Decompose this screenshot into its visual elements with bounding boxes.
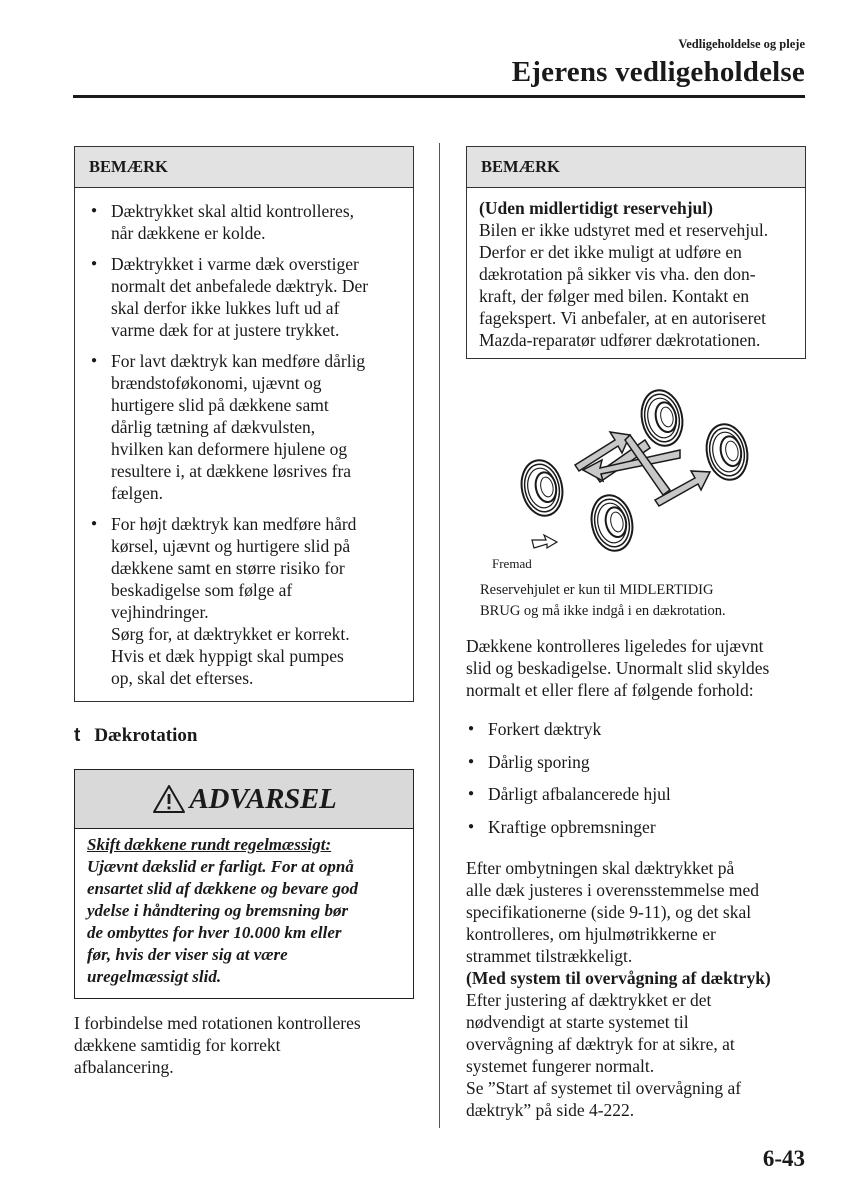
tire-rotation-diagram [480, 380, 800, 580]
rotation-paragraph: I forbindelse med rotationen kontrolleres dækkene samtidig for korrekt afbalancering. [74, 1013, 361, 1077]
page-number: 6-43 [762, 1146, 805, 1171]
note-item: ● Dæktrykket skal altid kontrolleres, når dækkene er kolde. [89, 200, 403, 244]
paragraph-text: Efter justering af dæktrykket er det nødvendigt at starte systemet til overvågning af dæktryk for at sikre, at systemet fungerer normalt. Se ”Start af systemet til overvågning af dæktryk” på side 4-222. [466, 990, 742, 1120]
after-rotation-paragraph [466, 857, 811, 1121]
note-item: ● For lavt dæktryk kan medføre dårlig brændstoføkonomi, ujævnt og hurtigere slid på dækkene samt dårlig tætning af dækvulsten, hvilken kan deformere hjulene og resultere i, at dækkene løsrives fra fælgen. [89, 350, 403, 504]
tpms-subheading: (Med system til overvågning af dæktryk) [466, 968, 771, 988]
warning-box [74, 769, 414, 999]
warning-text: Ujævnt dækslid er farligt. For at opnå ensartet slid af dækkene og bevare god ydelse i håndtering og bremsning bør de ombyttes for hver 10.000 km eller før, hvis der viser sig at være uregelmæssigt slid. [87, 857, 359, 986]
running-header-section: Vedligeholdelse og pleje [678, 37, 805, 51]
list-item: ● Dårligt afbalancerede hjul [466, 783, 806, 805]
tire-icon [587, 491, 638, 554]
list-item: ● Forkert dæktryk [466, 718, 806, 740]
note-heading: BEMÆRK [75, 147, 413, 188]
note-body [75, 188, 413, 689]
note-subheading: (Uden midlertidigt reservehjul) [479, 198, 713, 218]
note-text: Bilen er ikke udstyret med et reservehjul. Derfor er det ikke muligt at udføre en dækrotation på sikker vis vha. den don- kraft, der følger med bilen. Kontakt en fagekspert. Vi anbefaler, at en autoriseret Mazda-reparatør udfører dækrotationen. [479, 220, 769, 350]
list-item: ● Dårlig sporing [466, 751, 806, 773]
note-item: ● Dæktrykket i varme dæk overstiger normalt det anbefalede dæktryk. Der skal derfor ikke lukkes luft ud af varme dæk for at justere trykket. [89, 253, 403, 341]
section-heading-tire-rotation [74, 725, 197, 747]
list-item: ● Kraftige opbremsninger [466, 816, 806, 838]
header-rule [73, 95, 805, 98]
note-heading: BEMÆRK [467, 147, 805, 188]
warning-header [75, 770, 413, 829]
note-body [467, 188, 805, 351]
warning-body [75, 829, 413, 988]
column-divider [439, 143, 440, 1128]
uneven-wear-paragraph: Dækkene kontrolleres ligeledes for ujævnt slid og beskadigelse. Unormalt slid skyldes normalt et eller flere af følgende forhold: [466, 636, 770, 700]
forward-arrow-icon [532, 535, 557, 548]
note-box-no-spare [466, 146, 806, 359]
wear-causes-list [466, 718, 806, 848]
warning-underlined-lead: Skift dækkene rundt regelmæssigt: [87, 835, 332, 854]
paragraph-text: Efter ombytningen skal dæktrykket på alle dæk justeres i overensstemmelse med specifikationerne (side 9-11), og det skal kontrolleres, om hjulmøtrikkerne er strammet tilstrækkeligt. [466, 858, 760, 966]
tire-icon [517, 456, 568, 519]
forward-label: Fremad [492, 556, 532, 571]
page-title: Ejerens vedligeholdelse [511, 56, 805, 88]
warning-title: ADVARSEL [189, 782, 337, 815]
warning-triangle-icon [152, 784, 186, 814]
section-bullet: t [74, 725, 81, 746]
note-box-tire-pressure [74, 146, 414, 702]
diagram-caption: Reservehjulet er kun til MIDLERTIDIG BRUG og må ikke indgå i en dækrotation. [480, 582, 726, 619]
section-heading-title: Dækrotation [94, 725, 198, 746]
note-item: ● For højt dæktryk kan medføre hård kørsel, ujævnt og hurtigere slid på dækkene samt en større risiko for beskadigelse som følge af vejhindringer. Sørg for, at dæktrykket er korrekt. Hvis et dæk hyppigt skal pumpes op, skal det efterses. [89, 513, 403, 689]
